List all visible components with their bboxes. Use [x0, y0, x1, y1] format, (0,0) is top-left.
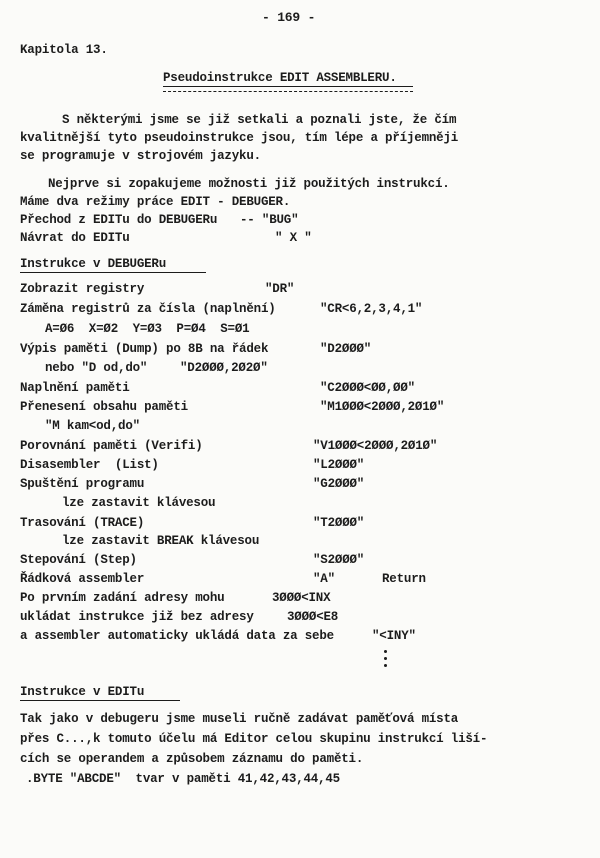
line-asm-cmd: "A" — [313, 572, 335, 586]
page-title: Pseudoinstrukce EDIT ASSEMBLERU. — [163, 71, 397, 85]
trace-cmd: "T2ØØØ" — [313, 516, 365, 530]
first-addr-cmd: 3ØØØ<INX — [272, 591, 331, 605]
register-values: A=Ø6 X=Ø2 Y=Ø3 P=Ø4 S=Ø1 — [45, 322, 250, 336]
debugger-heading: Instrukce v DEBUGERu — [20, 257, 167, 271]
show-registers-label: Zobrazit registry — [20, 282, 145, 296]
recap-line-1: Nejprve si zopakujeme možnosti již použitých instrukcí. — [48, 177, 450, 191]
step-label: Stepování (Step) — [20, 553, 137, 567]
return-label: Návrat do EDITu — [20, 231, 130, 245]
transition-command: -- "BUG" — [240, 213, 299, 227]
move-syntax: "M kam<od,do" — [45, 419, 140, 433]
store-instr-label: ukládat instrukce již bez adresy — [20, 610, 254, 624]
line-asm-label: Řádková assembler — [20, 572, 145, 586]
edit-line-1: Tak jako v debugeru jsme museli ručně zadávat paměťová místa — [20, 712, 459, 726]
first-addr-label: Po prvním zadání adresy mohu — [20, 591, 225, 605]
auto-store-cmd: "<INY" — [372, 629, 416, 643]
fill-label: Naplnění paměti — [20, 381, 130, 395]
dump-cmd: "D2ØØØ" — [320, 342, 372, 356]
trace-label: Trasování (TRACE) — [20, 516, 145, 530]
swap-registers-label: Záměna registrů za čísla (naplnění) — [20, 302, 276, 316]
dump-alt-label: nebo "D od,do" — [45, 361, 148, 375]
continuation-dots — [384, 650, 388, 671]
fill-cmd: "C2ØØØ<ØØ,ØØ" — [320, 381, 415, 395]
intro-line-1: S některými jsme se již setkali a poznali jste, že čím — [62, 113, 457, 127]
disassembler-label: Disasembler (List) — [20, 458, 159, 472]
byte-example: .BYTE "ABCDE" tvar v paměti 41,42,43,44,45 — [26, 772, 340, 786]
move-label: Přenesení obsahu paměti — [20, 400, 188, 414]
intro-line-2: kvalitnější tyto pseudoinstrukce jsou, tím lépe a příjemněji — [20, 131, 459, 145]
edit-heading-underline — [20, 700, 180, 701]
intro-line-3: se programuje v strojovém jazyku. — [20, 149, 261, 163]
store-instr-cmd: 3ØØØ<E8 — [287, 610, 339, 624]
auto-store-label: a assembler automaticky ukládá data za sebe — [20, 629, 334, 643]
trace-note: lze zastavit BREAK klávesou — [62, 534, 260, 548]
line-asm-return: Return — [382, 572, 426, 586]
transition-label: Přechod z EDITu do DEBUGERu — [20, 213, 218, 227]
run-label: Spuštění programu — [20, 477, 145, 491]
run-cmd: "G2ØØØ" — [313, 477, 365, 491]
dump-alt-cmd: "D2ØØØ,2Ø2Ø" — [180, 361, 268, 375]
debugger-heading-underline — [20, 272, 206, 273]
edit-heading: Instrukce v EDITu — [20, 685, 145, 699]
disassembler-cmd: "L2ØØØ" — [313, 458, 365, 472]
verify-cmd: "V1ØØØ<2ØØØ,2Ø1Ø" — [313, 439, 438, 453]
move-cmd: "M1ØØØ<2ØØØ,2Ø1Ø" — [320, 400, 445, 414]
edit-line-3: cích se operandem a způsobem záznamu do paměti. — [20, 752, 364, 766]
chapter-label: Kapitola 13. — [20, 43, 108, 57]
verify-label: Porovnání paměti (Verifi) — [20, 439, 203, 453]
recap-line-2: Máme dva režimy práce EDIT - DEBUGER. — [20, 195, 291, 209]
step-cmd: "S2ØØØ" — [313, 553, 365, 567]
return-command: " X " — [275, 231, 312, 245]
title-dashed-rule — [163, 91, 413, 92]
edit-line-2: přes C...,k tomuto účelu má Editor celou skupinu instrukcí liší- — [20, 732, 488, 746]
dump-label: Výpis paměti (Dump) po 8B na řádek — [20, 342, 269, 356]
run-note: lze zastavit klávesou — [62, 496, 216, 510]
title-underline — [163, 86, 413, 87]
show-registers-cmd: "DR" — [265, 282, 295, 296]
swap-registers-cmd: "CR<6,2,3,4,1" — [320, 302, 423, 316]
page-number: - 169 - — [262, 10, 316, 25]
